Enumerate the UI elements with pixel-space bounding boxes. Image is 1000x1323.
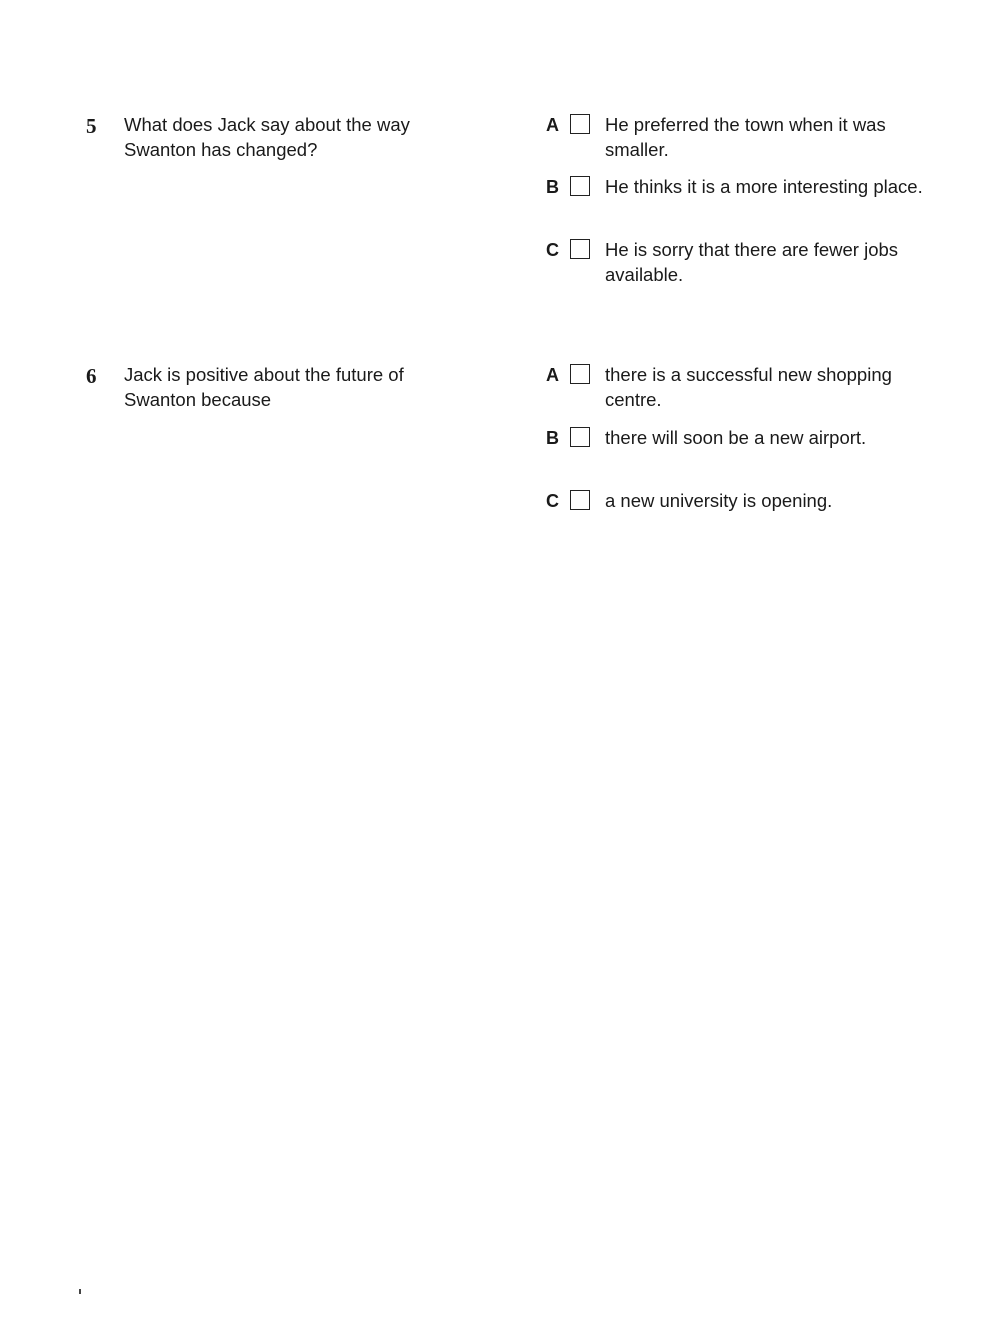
option-a[interactable] xyxy=(545,362,945,414)
question-text: Jack is positive about the future of Swanton because xyxy=(124,364,404,410)
option-text: a new university is opening. xyxy=(605,490,833,511)
option-letter: A xyxy=(546,115,559,135)
option-letter: B xyxy=(546,428,559,448)
scan-mark xyxy=(79,1289,81,1294)
option-text: He thinks it is a more interesting place. xyxy=(605,176,923,197)
question-number: 6 xyxy=(86,364,97,388)
option-c[interactable] xyxy=(545,237,945,289)
answer-checkbox[interactable] xyxy=(570,114,590,134)
option-c[interactable] xyxy=(545,488,945,540)
option-text: He is sorry that there are fewer jobs available. xyxy=(605,239,899,285)
question-number: 5 xyxy=(86,114,97,138)
option-b[interactable] xyxy=(545,174,945,226)
answer-checkbox[interactable] xyxy=(570,239,590,259)
option-text: He preferred the town when it was smaller. xyxy=(605,114,886,160)
option-b[interactable] xyxy=(545,425,945,477)
option-a[interactable] xyxy=(545,112,945,164)
option-letter: C xyxy=(546,491,559,511)
option-text: there will soon be a new airport. xyxy=(605,427,867,448)
answer-checkbox[interactable] xyxy=(570,364,590,384)
question-text: What does Jack say about the way Swanton has changed? xyxy=(124,114,410,160)
answer-checkbox[interactable] xyxy=(570,490,590,510)
answer-checkbox[interactable] xyxy=(570,427,590,447)
answer-checkbox[interactable] xyxy=(570,176,590,196)
option-letter: A xyxy=(546,365,559,385)
option-letter: C xyxy=(546,240,559,260)
option-letter: B xyxy=(546,177,559,197)
option-text: there is a successful new shopping centre. xyxy=(605,364,892,410)
